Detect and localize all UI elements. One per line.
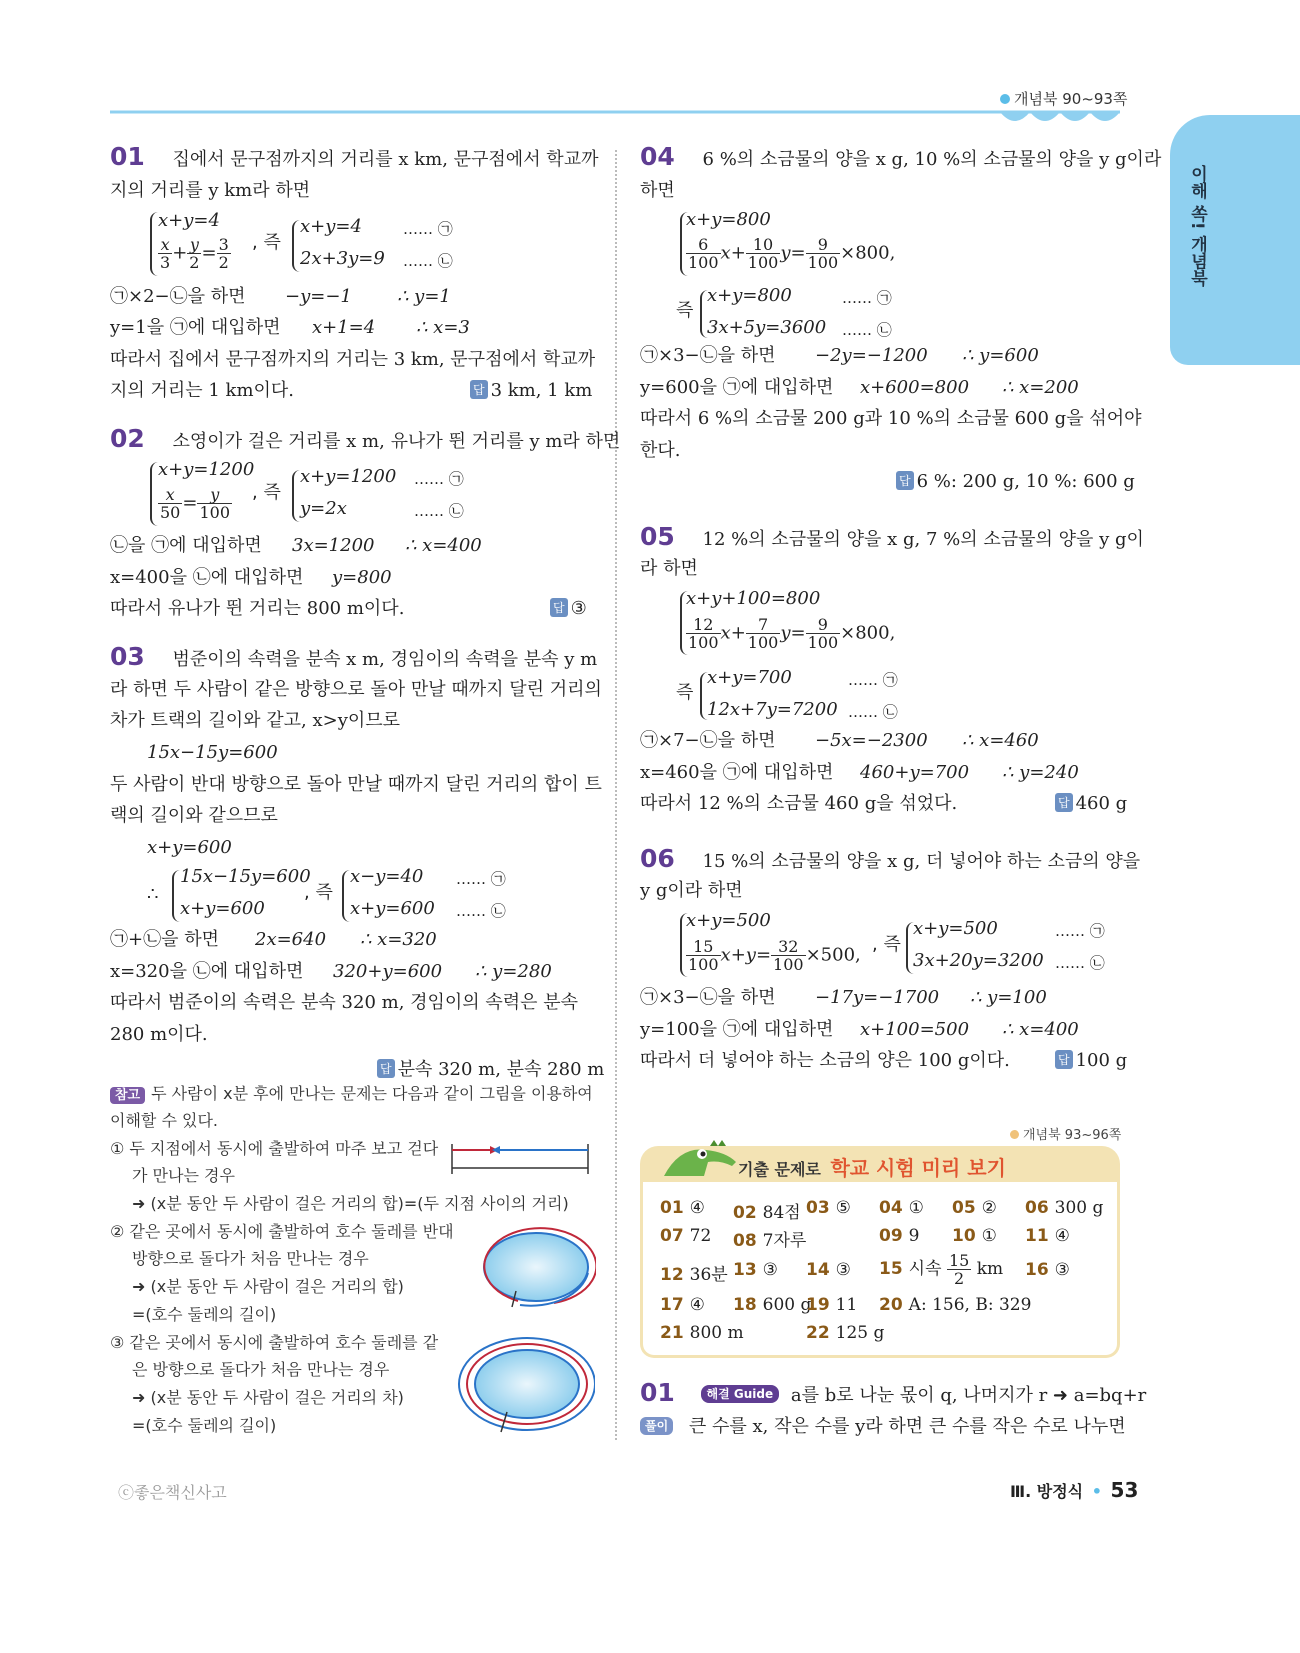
exam-answer: 18 600 g	[733, 1295, 812, 1315]
problem-text: 라 하면 두 사람이 같은 방향으로 돌아 만날 때까지 달린 거리의	[110, 679, 602, 700]
step: ㉠+㉡을 하면	[110, 929, 219, 950]
problem-04	[640, 142, 1162, 171]
exam-answer: 09 9	[879, 1226, 920, 1246]
equation: x+y=500	[686, 910, 771, 931]
note-case: ➜ (x분 동안 두 사람이 걸은 거리의 합)	[132, 1277, 404, 1296]
problem-number: 04	[640, 142, 675, 171]
step: 460+y=700	[860, 762, 970, 783]
conclusion: 따라서 유나가 뛴 거리는 800 m이다.	[110, 598, 405, 619]
header-wave-line	[110, 108, 1120, 130]
exam-answer: 08 7자루	[733, 1231, 807, 1251]
exam-answer: 17 ④	[660, 1295, 705, 1315]
equation: x+y=600	[180, 898, 265, 919]
note-case: =(호수 둘레의 길이)	[132, 1416, 277, 1435]
solution-01	[640, 1378, 1147, 1407]
step: ㉡을 ㉠에 대입하면	[110, 535, 262, 556]
problem-number: 06	[640, 844, 675, 873]
problem-text: 집에서 문구점까지의 거리를 x km, 문구점에서 학교까	[172, 149, 599, 170]
exam-answer: 10 ①	[952, 1226, 997, 1246]
problem-text: 소영이가 걸은 거리를 x m, 유나가 뛴 거리를 y m라 하면	[172, 431, 621, 452]
step: ∴ y=1	[397, 286, 451, 307]
exam-answer: 13 ③	[733, 1260, 778, 1280]
step: x=460을 ㉠에 대입하면	[640, 762, 834, 783]
step: ∴ x=3	[416, 317, 470, 338]
bullet-dot-icon	[1000, 94, 1010, 104]
step: x+1=4	[312, 317, 376, 338]
problem-text: 범준이의 속력을 분속 x m, 경임이의 속력을 분속 y m	[172, 649, 598, 670]
problem-text: 랙의 길이와 같으므로	[110, 805, 278, 826]
equation-fractions: $\frac{15}{100}$ x+y= $\frac{32}{100}$ ×500,	[688, 937, 861, 974]
step: 2x=640	[255, 929, 327, 950]
exam-answer: 01 ④	[660, 1198, 705, 1218]
equation: 12x+7y=7200	[707, 699, 838, 720]
answer: 답 ③	[550, 598, 587, 619]
exam-ref: 개념북 93~96쪽	[1010, 1124, 1121, 1143]
exam-answer: 14 ③	[806, 1260, 851, 1280]
step: 3x=1200	[292, 535, 375, 556]
equation: x+y=600	[147, 837, 232, 858]
equation-tag: …… ㉡	[848, 703, 898, 721]
exam-answer: 21 800 m	[660, 1323, 744, 1343]
step: ∴ y=100	[970, 987, 1047, 1008]
equation-fractions: $\frac{12}{100}$ x+ $\frac{7}{100}$ y= $\frac{9}{100}$ ×800,	[688, 615, 896, 652]
header-ref: 개념북 90~93쪽	[1000, 88, 1127, 109]
exam-answer: 05 ②	[952, 1198, 997, 1218]
exam-title: 기출 문제로 학교 시험 미리 보기	[738, 1156, 1006, 1180]
equation-tag: …… ㉡	[403, 252, 453, 270]
step: 320+y=600	[333, 961, 443, 982]
solution-line: 풀이 큰 수를 x, 작은 수를 y라 하면 큰 수를 작은 수로 나누면	[640, 1415, 1126, 1438]
problem-06	[640, 844, 1141, 873]
answer: 답 분속 320 m, 분속 280 m	[377, 1055, 604, 1081]
note-line: 참고 두 사람이 x분 후에 만나는 문제는 다음과 같이 그림을 이용하여	[110, 1084, 593, 1106]
equation: x+y=4	[300, 216, 362, 237]
answer: 답 6 %: 200 g, 10 %: 600 g	[896, 471, 1135, 492]
problem-number: 01	[110, 142, 145, 171]
jeuk-label: 즉	[676, 300, 694, 321]
step: ㉠×3−㉡을 하면	[640, 987, 776, 1008]
step: ∴ x=400	[405, 535, 482, 556]
equation-fractions: $\frac{x}{50}$ = $\frac{y}{100}$	[160, 485, 230, 522]
step: ∴ x=460	[962, 730, 1039, 751]
side-tab-label: 이해 쏙! 개념북	[1187, 165, 1207, 287]
equation-tag: …… ㉠	[842, 289, 892, 307]
publisher-credit: ⓒ좋은책신사고	[118, 1483, 227, 1502]
note-case: ③ 같은 곳에서 동시에 출발하여 호수 둘레를 같	[110, 1333, 439, 1352]
jeuk-label: , 즉	[872, 934, 901, 955]
note-case: 방향으로 돌다가 처음 만나는 경우	[132, 1249, 369, 1268]
crocodile-icon	[660, 1136, 740, 1182]
problem-text: 6 %의 소금물의 양을 x g, 10 %의 소금물의 양을 y g이라	[702, 149, 1162, 170]
lake-diagram-same	[455, 1336, 595, 1434]
problem-number: 03	[110, 642, 145, 671]
note-case: ➜ (x분 동안 두 사람이 걸은 거리의 차)	[132, 1388, 404, 1407]
problem-text: 차가 트랙의 길이와 같고, x>y이므로	[110, 710, 401, 731]
note-line: 이해할 수 있다.	[110, 1111, 218, 1130]
answer-badge-icon: 답	[377, 1059, 395, 1078]
step: ㉠×2−㉡을 하면	[110, 286, 246, 307]
problem-text: 지의 거리를 y km라 하면	[110, 180, 311, 201]
note-case: 은 방향으로 돌다가 처음 만나는 경우	[132, 1360, 390, 1379]
exam-answer: 16 ③	[1025, 1260, 1070, 1280]
exam-answer: 19 11	[806, 1295, 858, 1315]
exam-answer: 03 ⑤	[806, 1198, 851, 1218]
system-brace	[342, 870, 350, 922]
jeuk-label: , 즉	[252, 232, 281, 253]
answer-badge-icon: 답	[470, 380, 488, 399]
bullet-dot-icon	[1010, 1130, 1019, 1139]
problem-number: 05	[640, 522, 675, 551]
equation: y=2x	[300, 498, 347, 519]
conclusion: 280 m이다.	[110, 1024, 208, 1045]
note-case: ➜ (x분 동안 두 사람이 걸은 거리의 합)=(두 지점 사이의 거리)	[132, 1194, 569, 1213]
note-badge: 참고	[110, 1087, 145, 1104]
equation-tag: …… ㉡	[842, 321, 892, 339]
equation-tag: …… ㉠	[1055, 922, 1105, 940]
note-case: =(호수 둘레의 길이)	[132, 1305, 277, 1324]
exam-answer: 02 84점	[733, 1203, 801, 1223]
equation: x+y=600	[350, 898, 435, 919]
exam-answer: 22 125 g	[806, 1323, 885, 1343]
equation: x+y=4	[158, 210, 220, 231]
equation: x+y=800	[686, 209, 771, 230]
system-brace	[292, 470, 300, 522]
problem-03	[110, 642, 598, 671]
conclusion: 지의 거리는 1 km이다.	[110, 380, 295, 401]
exam-answer: 04 ①	[879, 1198, 924, 1218]
answer-badge-icon: 답	[896, 471, 914, 490]
equation: 2x+3y=9	[300, 248, 385, 269]
equation: x+y=1200	[300, 466, 397, 487]
guide-text: a를 b로 나눈 몫이 q, 나머지가 r ➜ a=bq+r	[790, 1385, 1147, 1406]
note-case: 가 만나는 경우	[132, 1166, 235, 1185]
answer: 답 3 km, 1 km	[470, 380, 592, 401]
step: ∴ x=400	[1002, 1019, 1079, 1040]
exam-answer: 15 시속 $\frac{15}{2}$ km	[879, 1251, 1004, 1288]
therefore-symbol: ∴	[147, 884, 159, 905]
equation-fractions: $\frac{6}{100}$ x+ $\frac{10}{100}$ y= $\frac{9}{100}$ ×800,	[688, 235, 896, 272]
answer-badge-icon: 답	[1055, 1050, 1073, 1069]
equation-tag: …… ㉠	[414, 470, 464, 488]
answer: 답 460 g	[1055, 793, 1127, 814]
step: ㉠×7−㉡을 하면	[640, 730, 776, 751]
answer-badge-icon: 답	[550, 598, 568, 617]
step: y=100을 ㉠에 대입하면	[640, 1019, 834, 1040]
equation-tag: …… ㉡	[1055, 954, 1105, 972]
exam-answer: 11 ④	[1025, 1226, 1070, 1246]
step: ∴ x=200	[1002, 377, 1079, 398]
conclusion: 따라서 더 넣어야 하는 소금의 양은 100 g이다.	[640, 1050, 1010, 1071]
problem-number: 01	[640, 1378, 675, 1407]
step: ∴ y=600	[962, 345, 1039, 366]
equation-tag: …… ㉠	[456, 870, 506, 888]
system-brace	[150, 212, 158, 276]
equation: 3x+20y=3200	[913, 950, 1044, 971]
problem-01	[110, 142, 599, 171]
equation-tag: …… ㉠	[403, 220, 453, 238]
step: ∴ y=240	[1002, 762, 1079, 783]
equation: x−y=40	[350, 866, 424, 887]
step: −y=−1	[285, 286, 352, 307]
step: y=1을 ㉠에 대입하면	[110, 317, 281, 338]
system-brace	[150, 462, 158, 526]
conclusion: 따라서 범준이의 속력은 분속 320 m, 경임이의 속력은 분속	[110, 992, 579, 1013]
meeting-diagram-opposite	[448, 1138, 593, 1180]
step: −17y=−1700	[815, 987, 940, 1008]
equation: x+y=700	[707, 667, 792, 688]
step: x+100=500	[860, 1019, 970, 1040]
step: x=320을 ㉡에 대입하면	[110, 961, 304, 982]
answer-badge-icon: 답	[1055, 793, 1073, 812]
step: ㉠×3−㉡을 하면	[640, 345, 776, 366]
problem-text: 두 사람이 반대 방향으로 돌아 만날 때까지 달린 거리의 합이 트	[110, 774, 602, 795]
conclusion: 따라서 집에서 문구점까지의 거리는 3 km, 문구점에서 학교까	[110, 349, 596, 370]
jeuk-label: , 즉	[252, 482, 281, 503]
equation-fractions: $\frac{x}{3}$ + $\frac{y}{2}$ = $\frac{3}{2}$	[160, 235, 229, 272]
problem-02	[110, 424, 621, 453]
note-case: ② 같은 곳에서 동시에 출발하여 호수 둘레를 반대	[110, 1222, 454, 1241]
problem-text: 15 %의 소금물의 양을 x g, 더 넣어야 하는 소금의 양을	[702, 851, 1141, 872]
step: y=800	[332, 567, 392, 588]
equation: x+y=800	[707, 285, 792, 306]
jeuk-label: 즉	[676, 682, 694, 703]
equation-tag: …… ㉡	[456, 902, 506, 920]
conclusion: 한다.	[640, 440, 681, 461]
lake-diagram-opposite	[476, 1225, 596, 1309]
step: −2y=−1200	[815, 345, 928, 366]
problem-05	[640, 522, 1144, 551]
equation: 15x−15y=600	[180, 866, 311, 887]
equation: x+y=500	[913, 918, 998, 939]
exam-answer: 07 72	[660, 1226, 712, 1246]
exam-answer: 12 36분	[660, 1265, 728, 1285]
solution-badge: 풀이	[640, 1417, 673, 1435]
equation: x+y=1200	[158, 459, 255, 480]
system-brace	[172, 870, 180, 922]
problem-text: 라 하면	[640, 558, 698, 579]
conclusion: 따라서 12 %의 소금물 460 g을 섞었다.	[640, 793, 958, 814]
exam-answer: 06 300 g	[1025, 1198, 1104, 1218]
step: y=600을 ㉠에 대입하면	[640, 377, 834, 398]
page-footer: Ⅲ. 방정식 • 53	[1010, 1478, 1139, 1502]
step: ∴ x=320	[360, 929, 437, 950]
exam-answer: 20 A: 156, B: 329	[879, 1295, 1032, 1315]
step: x=400을 ㉡에 대입하면	[110, 567, 304, 588]
equation-tag: …… ㉡	[414, 502, 464, 520]
problem-text: 하면	[640, 180, 675, 201]
problem-text: 12 %의 소금물의 양을 x g, 7 %의 소금물의 양을 y g이	[702, 529, 1144, 550]
system-brace	[292, 220, 300, 272]
conclusion: 따라서 6 %의 소금물 200 g과 10 %의 소금물 600 g을 섞어야	[640, 408, 1142, 429]
equation: 15x−15y=600	[147, 742, 278, 763]
problem-number: 02	[110, 424, 145, 453]
step: −5x=−2300	[815, 730, 928, 751]
jeuk-label: , 즉	[304, 882, 333, 903]
equation: x+y+100=800	[686, 588, 821, 609]
column-divider	[615, 150, 617, 1440]
answer: 답 100 g	[1055, 1050, 1127, 1071]
guide-badge: 해결 Guide	[701, 1385, 780, 1403]
equation-tag: …… ㉠	[848, 671, 898, 689]
equation: 3x+5y=3600	[707, 317, 827, 338]
step: x+600=800	[860, 377, 970, 398]
problem-text: y g이라 하면	[640, 880, 743, 901]
note-case: ① 두 지점에서 동시에 출발하여 마주 보고 걷다	[110, 1139, 439, 1158]
step: ∴ y=280	[475, 961, 552, 982]
